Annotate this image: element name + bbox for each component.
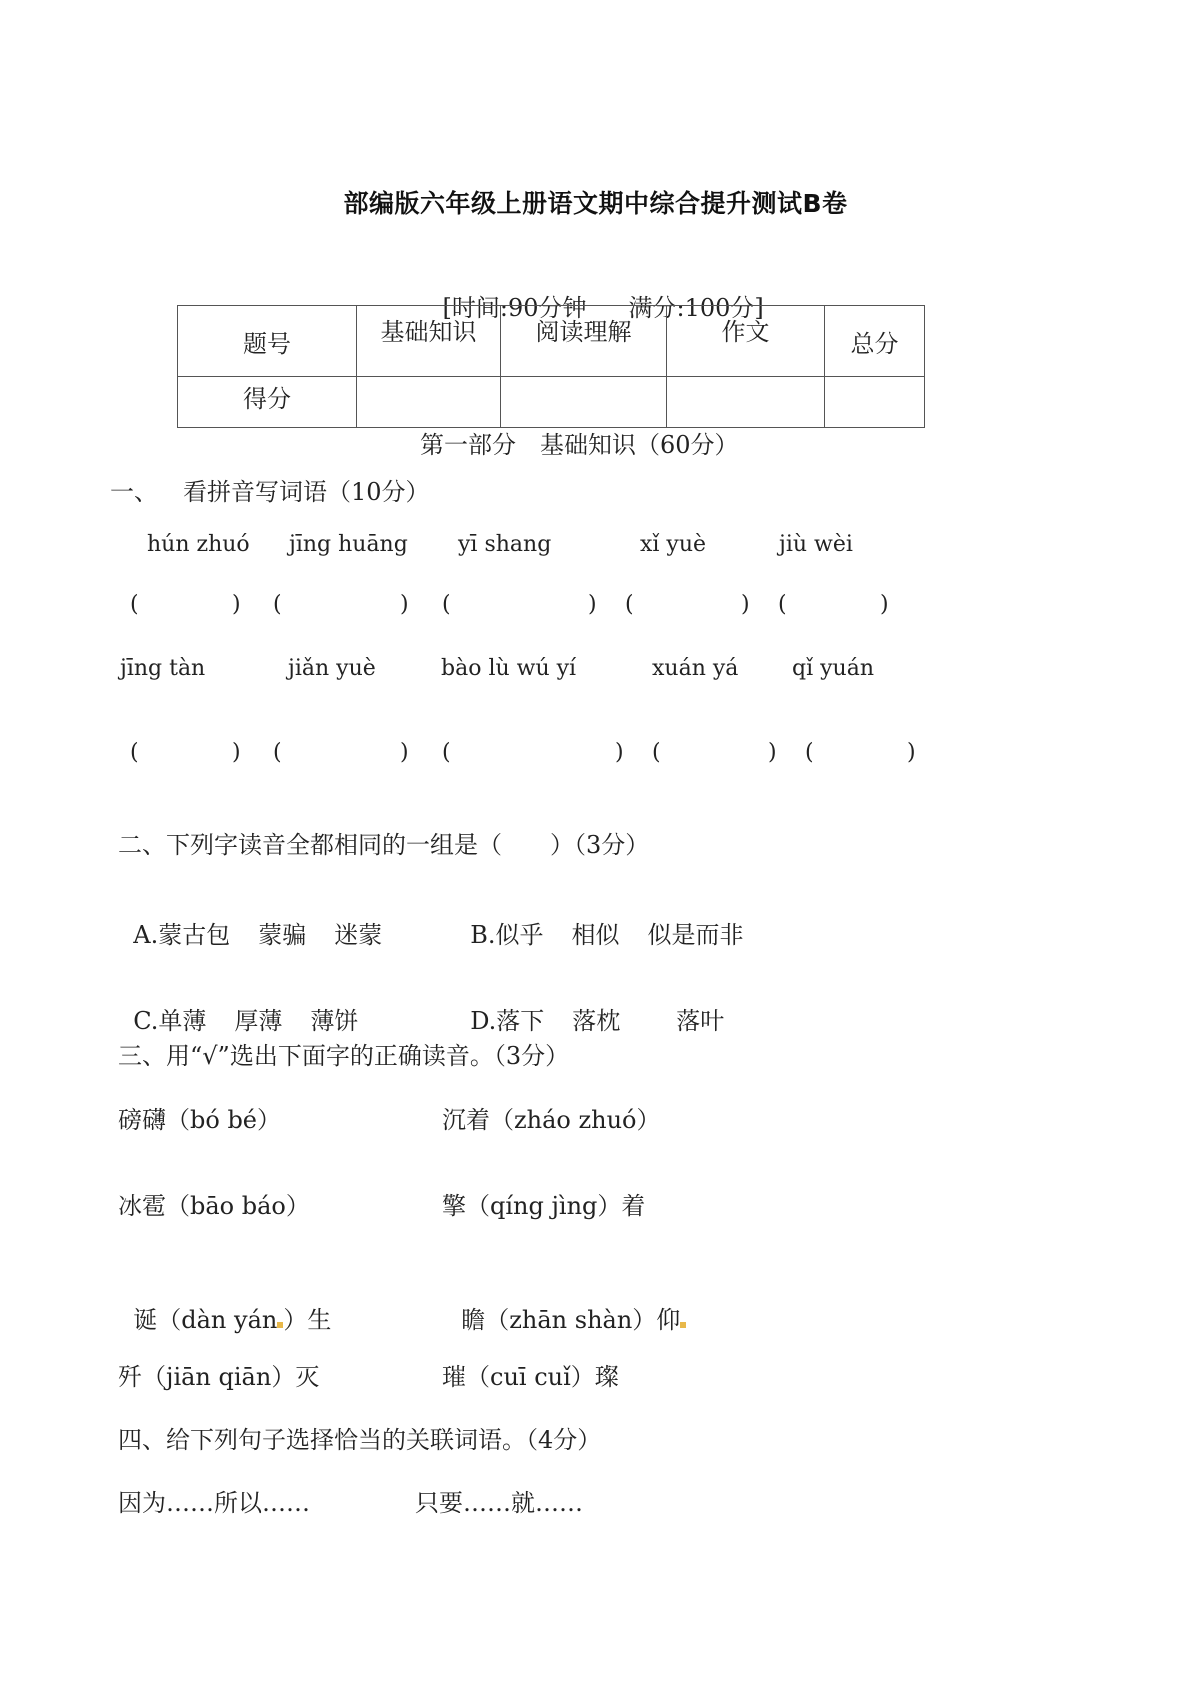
- pinyin-word: jīng tàn: [120, 656, 206, 681]
- pronunciation-text: 瞻（zhān shàn）仰: [461, 1306, 681, 1334]
- score-cell-essay: [667, 377, 825, 428]
- option-word: 厚薄: [234, 1007, 283, 1035]
- open-bracket: (: [273, 740, 282, 765]
- option-word: 蒙骗: [258, 921, 307, 949]
- score-table-score-row: [178, 377, 925, 428]
- close-bracket: ): [615, 740, 624, 765]
- pronunciation-item[interactable]: [446, 1272, 686, 1335]
- option-word: 薄饼: [310, 1007, 359, 1035]
- pronunciation-item[interactable]: 歼（jiān qiān）灭: [118, 1363, 320, 1391]
- pinyin-word: bào lù wú yí: [441, 656, 577, 681]
- open-bracket: (: [652, 740, 661, 765]
- open-bracket: (: [442, 740, 451, 765]
- option-word: 迷蒙: [334, 921, 383, 949]
- section1-heading: 看拼音写词语（10分）: [183, 478, 430, 506]
- option-b[interactable]: [455, 887, 744, 950]
- option-label: D.: [470, 1007, 497, 1035]
- pinyin-word: jiǎn yuè: [288, 656, 376, 681]
- exam-duration: [时间:90分钟: [442, 294, 587, 322]
- section1-number: 一、: [110, 478, 158, 506]
- score-row-label: 得分: [178, 377, 357, 428]
- pronunciation-item[interactable]: [118, 1272, 331, 1335]
- score-table-header-cell: 题号: [178, 306, 357, 377]
- option-word: 落枕: [572, 1007, 621, 1035]
- pinyin-word: qǐ yuán: [792, 656, 874, 681]
- option-word: 落下: [496, 1007, 545, 1035]
- pinyin-word: xuán yá: [652, 656, 739, 681]
- score-cell-total: [825, 377, 925, 428]
- option-word: 单薄: [158, 1007, 207, 1035]
- conjunction-option: 只要……就……: [415, 1489, 583, 1517]
- open-bracket: (: [625, 592, 634, 617]
- pronunciation-item[interactable]: 沉着（zháo zhuó）: [442, 1106, 661, 1134]
- pronunciation-item[interactable]: 冰雹（bāo báo）: [118, 1192, 310, 1220]
- pronunciation-item[interactable]: 璀（cuī cuǐ）璨: [442, 1363, 619, 1391]
- score-cell-reading: [501, 377, 667, 428]
- part-one-heading: 第一部分 基础知识（60分）: [420, 431, 739, 459]
- score-table-header-cell: 总分: [825, 306, 925, 377]
- close-bracket: ): [232, 740, 241, 765]
- open-bracket: (: [130, 740, 139, 765]
- score-table-header-cell: 基础知识: [357, 306, 501, 377]
- option-label: B.: [470, 921, 496, 949]
- pinyin-word: yī shang: [458, 532, 552, 557]
- close-bracket: ): [907, 740, 916, 765]
- option-word: 似乎: [495, 921, 544, 949]
- conjunction-option: 因为……所以……: [118, 1489, 310, 1517]
- pinyin-word: xǐ yuè: [640, 532, 707, 557]
- score-table-header-cell: 作文: [667, 306, 825, 377]
- score-table: [177, 305, 925, 428]
- close-bracket: ): [588, 592, 597, 617]
- section3-heading: 三、用“√”选出下面字的正确读音。（3分）: [118, 1042, 570, 1070]
- option-label: C.: [133, 1007, 159, 1035]
- option-word: 似是而非: [647, 921, 744, 949]
- option-word: 蒙古包: [158, 921, 231, 949]
- highlight-mark: [680, 1322, 686, 1328]
- pinyin-word: jiù wèi: [779, 532, 853, 557]
- exam-full-score: 满分:100分]: [628, 294, 764, 322]
- open-bracket: (: [805, 740, 814, 765]
- document-title: 部编版六年级上册语文期中综合提升测试B卷: [343, 189, 848, 218]
- open-bracket: (: [130, 592, 139, 617]
- option-word: 落叶: [676, 1007, 725, 1035]
- pinyin-word: hún zhuó: [147, 532, 250, 557]
- close-bracket: ): [232, 592, 241, 617]
- pinyin-word: jīng huāng: [289, 532, 408, 557]
- open-bracket: (: [778, 592, 787, 617]
- open-bracket: (: [442, 592, 451, 617]
- pronunciation-text: 诞（dàn yán: [133, 1306, 278, 1334]
- pronunciation-item[interactable]: 磅礴（bó bé）: [118, 1106, 282, 1134]
- score-table-header-row: [178, 306, 925, 377]
- option-a[interactable]: [118, 887, 382, 950]
- pronunciation-item[interactable]: 擎（qíng jìng）着: [442, 1192, 646, 1220]
- option-label: A.: [133, 921, 159, 949]
- score-cell-basic: [357, 377, 501, 428]
- close-bracket: ): [768, 740, 777, 765]
- option-c[interactable]: [118, 973, 358, 1036]
- close-bracket: ): [741, 592, 750, 617]
- pronunciation-text: ）生: [283, 1306, 332, 1334]
- open-bracket: (: [273, 592, 282, 617]
- option-word: 相似: [571, 921, 620, 949]
- close-bracket: ): [400, 740, 409, 765]
- close-bracket: ): [400, 592, 409, 617]
- option-d[interactable]: [455, 973, 724, 1036]
- close-bracket: ): [880, 592, 889, 617]
- section4-heading: 四、给下列句子选择恰当的关联词语。（4分）: [118, 1426, 602, 1454]
- section2-heading: 二、下列字读音全都相同的一组是（ ）（3分）: [118, 831, 650, 859]
- score-table-header-cell: 阅读理解: [501, 306, 667, 377]
